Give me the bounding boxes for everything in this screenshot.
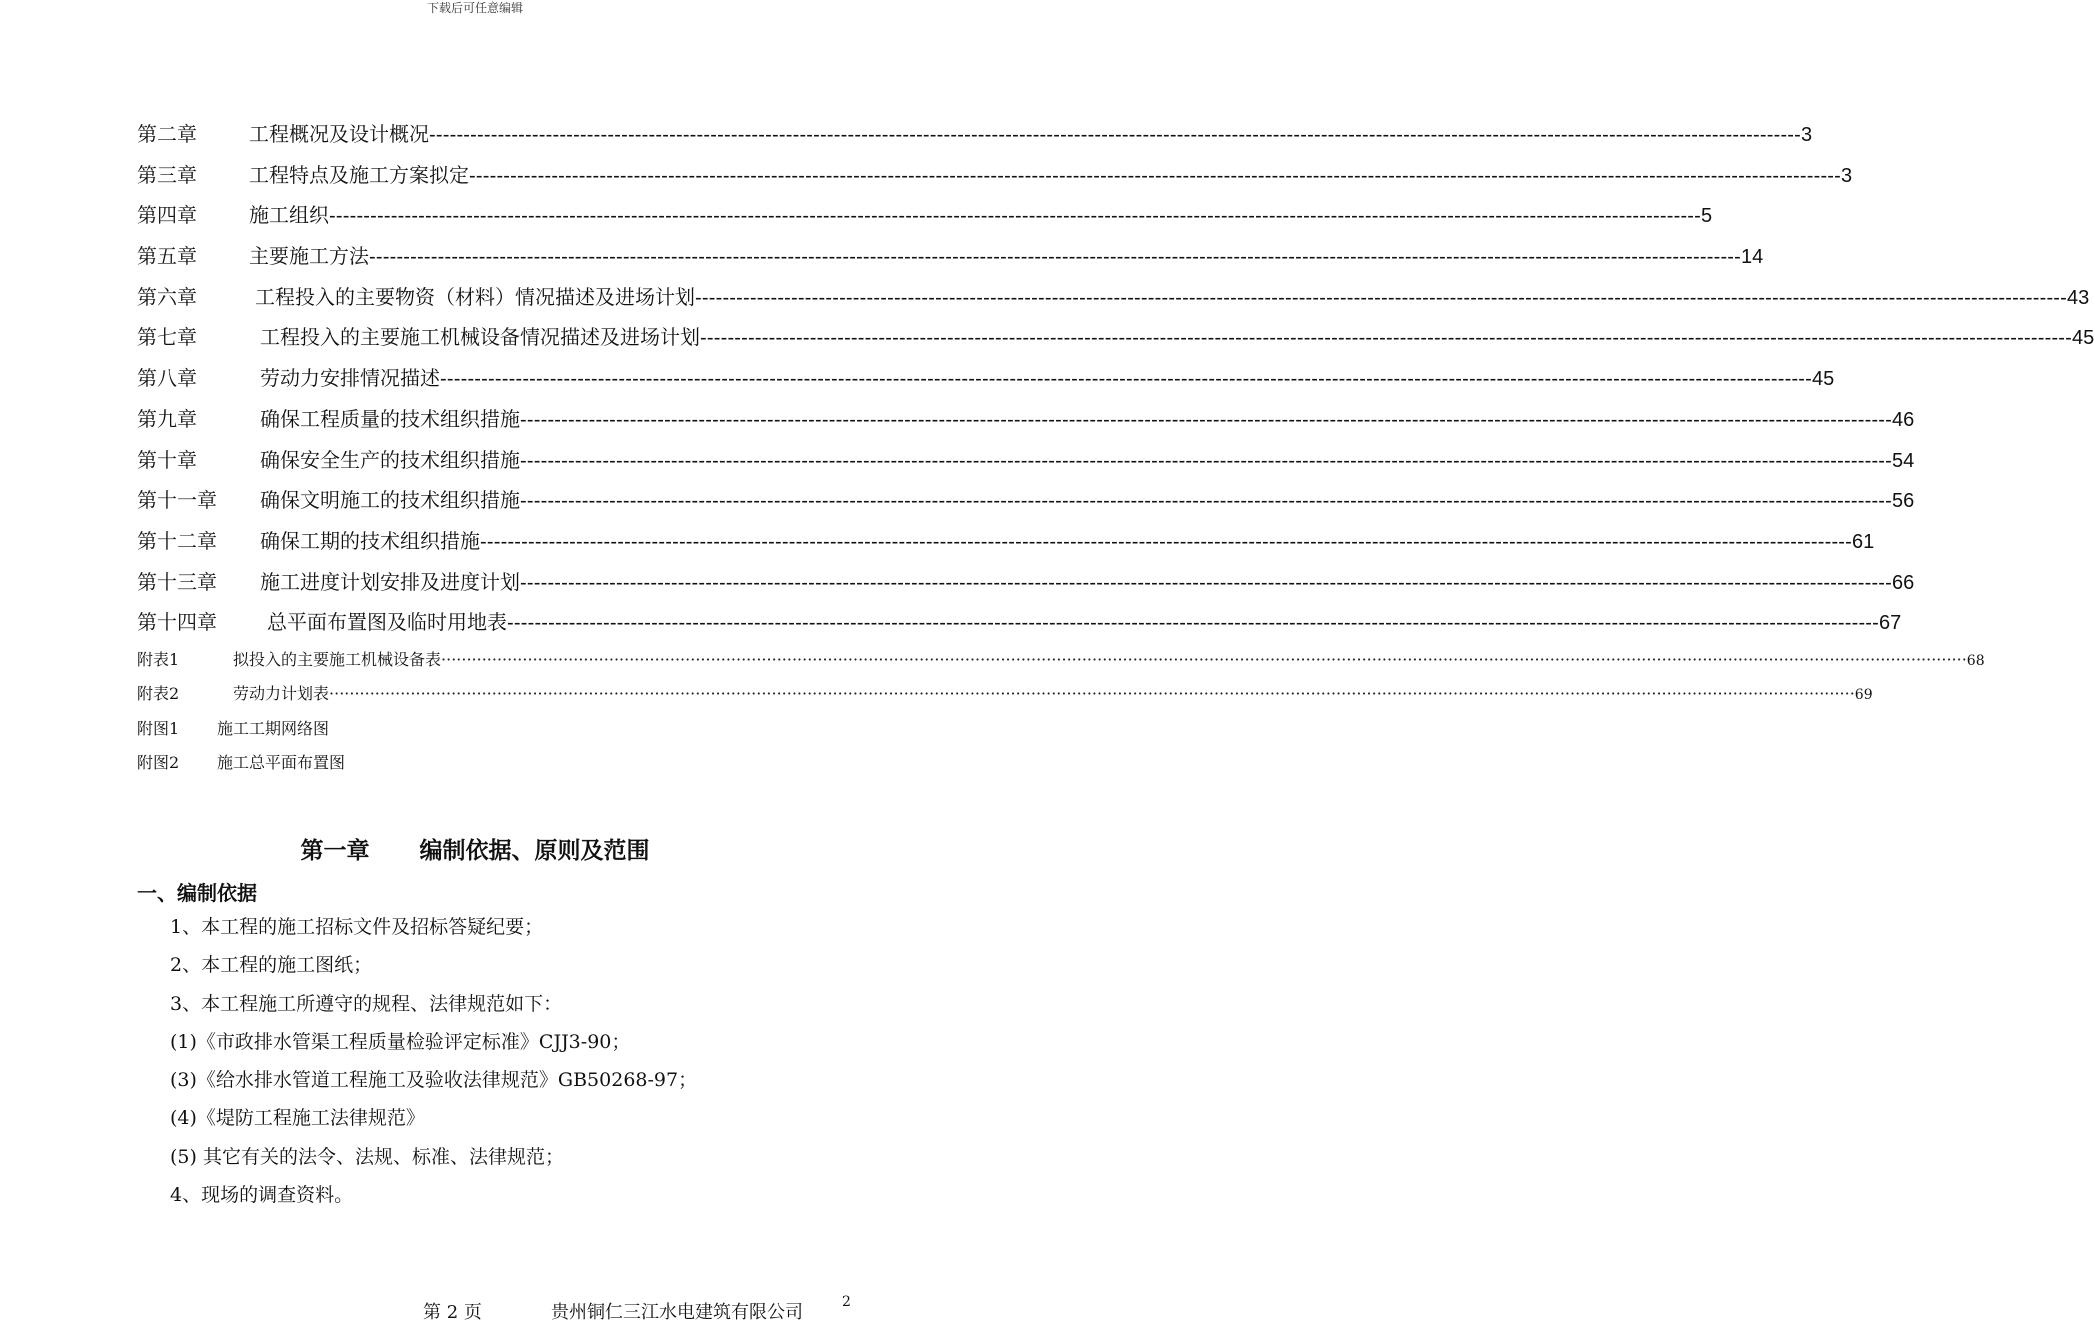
chapter-heading [0,832,950,865]
toc-page-number: 46 [1892,408,1915,431]
corner-page-number: 2 [842,1294,851,1310]
toc-dot-leader: -------------------------------------------------------------------------------------------------------------------------------------------------------------------------------------------------------- [520,449,1893,472]
toc-entry[interactable] [137,321,2094,362]
toc-chapter-number: 第五章 [137,244,197,269]
toc-entry[interactable] [137,444,1915,485]
toc-title: 工程投入的主要施工机械设备情况描述及进场计划 [260,325,700,350]
chapter-title: 编制依据、原则及范围 [419,838,650,864]
toc-chapter-number: 第九章 [137,406,197,431]
toc-page-number: 3 [1801,124,1813,146]
appendix-entry[interactable] [137,681,1873,716]
table-of-contents [137,118,2094,785]
toc-page-number: 67 [1879,612,1902,635]
body-line: 4、现场的调查资料。 [170,1184,354,1206]
toc-entry[interactable] [137,159,1853,200]
toc-title: 确保工程质量的技术组织措施 [260,406,520,431]
toc-dot-leader: -------------------------------------------------------------------------------------------------------------------------------------------------------------------------------------------------------- [469,164,1842,187]
appendix-label: 附图1 [137,718,180,738]
toc-dot-leader: -------------------------------------------------------------------------------------------------------------------------------------------------------------------------------------------------------- [440,368,1813,391]
toc-entry[interactable] [137,199,1713,240]
toc-dot-leader: -------------------------------------------------------------------------------------------------------------------------------------------------------------------------------------------------------- [329,205,1702,228]
toc-page-number: 43 [2067,286,2090,309]
toc-page-number: 5 [1701,205,1713,228]
toc-title: 确保安全生产的技术组织措施 [260,447,520,472]
toc-dot-leader: -------------------------------------------------------------------------------------------------------------------------------------------------------------------------------------------------------- [369,246,1742,269]
toc-title: 工程投入的主要物资（材料）情况描述及进场计划 [255,284,695,309]
toc-chapter-number: 第十四章 [137,610,217,635]
appendix-page-number: 68 [1966,652,1985,669]
toc-title: 主要施工方法 [249,244,369,269]
toc-page-number: 45 [2072,327,2094,350]
toc-page-number: 54 [1892,449,1915,472]
toc-page-number: 56 [1892,490,1915,513]
appendix-page-number: 69 [1854,687,1873,704]
toc-chapter-number: 第七章 [137,325,197,350]
body-line: 2、本工程的施工图纸； [170,954,373,976]
appendix-label: 附表2 [137,684,180,704]
section-heading: 一、编制依据 [137,881,257,905]
toc-chapter-number: 第四章 [137,203,197,228]
toc-entry[interactable] [137,118,1813,159]
body-line: 3、本工程施工所遵守的规程、法律规范如下： [170,993,563,1015]
toc-title: 总平面布置图及临时用地表 [267,610,507,635]
appendix-dot-leader: ············································································································································································································································································································ [441,649,1967,669]
toc-entry[interactable] [137,281,2090,322]
body-line: (3)《给水排水管道工程施工及验收法律规范》GB50268-97； [170,1069,698,1091]
appendix-title: 施工总平面布置图 [217,753,346,773]
toc-dot-leader: -------------------------------------------------------------------------------------------------------------------------------------------------------------------------------------------------------- [700,327,2073,350]
appendix-title: 劳动力计划表 [233,684,330,704]
toc-title: 工程概况及设计概况 [249,122,429,146]
toc-entry[interactable] [137,362,1835,403]
toc-chapter-number: 第十一章 [137,488,217,513]
appendix-dot-leader: ············································································································································································································································································································ [329,684,1855,704]
toc-title: 工程特点及施工方案拟定 [249,162,469,187]
toc-dot-leader: -------------------------------------------------------------------------------------------------------------------------------------------------------------------------------------------------------- [429,124,1802,146]
toc-dot-leader: -------------------------------------------------------------------------------------------------------------------------------------------------------------------------------------------------------- [520,408,1893,431]
toc-chapter-number: 第八章 [137,366,197,391]
toc-chapter-number: 第十三章 [137,569,217,594]
toc-chapter-number: 第六章 [137,284,197,309]
appendix-entry[interactable] [137,647,1985,682]
footer-company: 贵州铜仁三江水电建筑有限公司 [551,1302,803,1323]
toc-entry[interactable] [137,403,1915,444]
appendix-entry[interactable] [137,750,847,785]
body-line: (1)《市政排水管渠工程质量检验评定标准》CJJ3-90； [170,1031,631,1053]
toc-dot-leader: -------------------------------------------------------------------------------------------------------------------------------------------------------------------------------------------------------- [507,612,1880,635]
toc-entry[interactable] [137,525,1875,566]
page-header-note: 下载后可任意编辑 [426,1,523,15]
body-line: 1、本工程的施工招标文件及招标答疑纪要； [170,916,544,938]
toc-page-number: 45 [1812,368,1835,391]
footer-page-label: 第 2 页 [423,1302,482,1323]
toc-chapter-number: 第二章 [137,122,197,146]
toc-title: 确保工期的技术组织措施 [260,528,480,553]
toc-page-number: 14 [1741,246,1764,269]
appendix-entry[interactable] [137,716,847,751]
toc-dot-leader: -------------------------------------------------------------------------------------------------------------------------------------------------------------------------------------------------------- [480,530,1853,553]
body-line: (5) 其它有关的法令、法规、标准、法律规范； [170,1146,564,1168]
toc-title: 确保文明施工的技术组织措施 [260,488,520,513]
toc-title: 施工组织 [249,203,329,228]
toc-dot-leader: -------------------------------------------------------------------------------------------------------------------------------------------------------------------------------------------------------- [520,571,1893,594]
toc-chapter-number: 第三章 [137,162,197,187]
toc-chapter-number: 第十章 [137,447,197,472]
appendix-title: 拟投入的主要施工机械设备表 [233,649,442,669]
toc-page-number: 3 [1841,164,1853,187]
toc-title: 施工进度计划安排及进度计划 [260,569,520,594]
toc-entry[interactable] [137,606,1902,647]
appendix-title: 施工工期网络图 [217,718,330,738]
toc-title: 劳动力安排情况描述 [260,366,440,391]
appendix-label: 附图2 [137,753,180,773]
toc-chapter-number: 第十二章 [137,528,217,553]
toc-dot-leader: -------------------------------------------------------------------------------------------------------------------------------------------------------------------------------------------------------- [695,286,2068,309]
toc-page-number: 61 [1852,530,1875,553]
toc-entry[interactable] [137,240,1764,281]
toc-entry[interactable] [137,566,1915,607]
appendix-label: 附表1 [137,649,180,669]
toc-dot-leader: -------------------------------------------------------------------------------------------------------------------------------------------------------------------------------------------------------- [520,490,1893,513]
chapter-number: 第一章 [300,838,370,864]
page-footer [0,1294,950,1328]
toc-page-number: 66 [1892,571,1915,594]
toc-entry[interactable] [137,484,1915,525]
body-line: (4)《堤防工程施工法律规范》 [170,1107,425,1129]
